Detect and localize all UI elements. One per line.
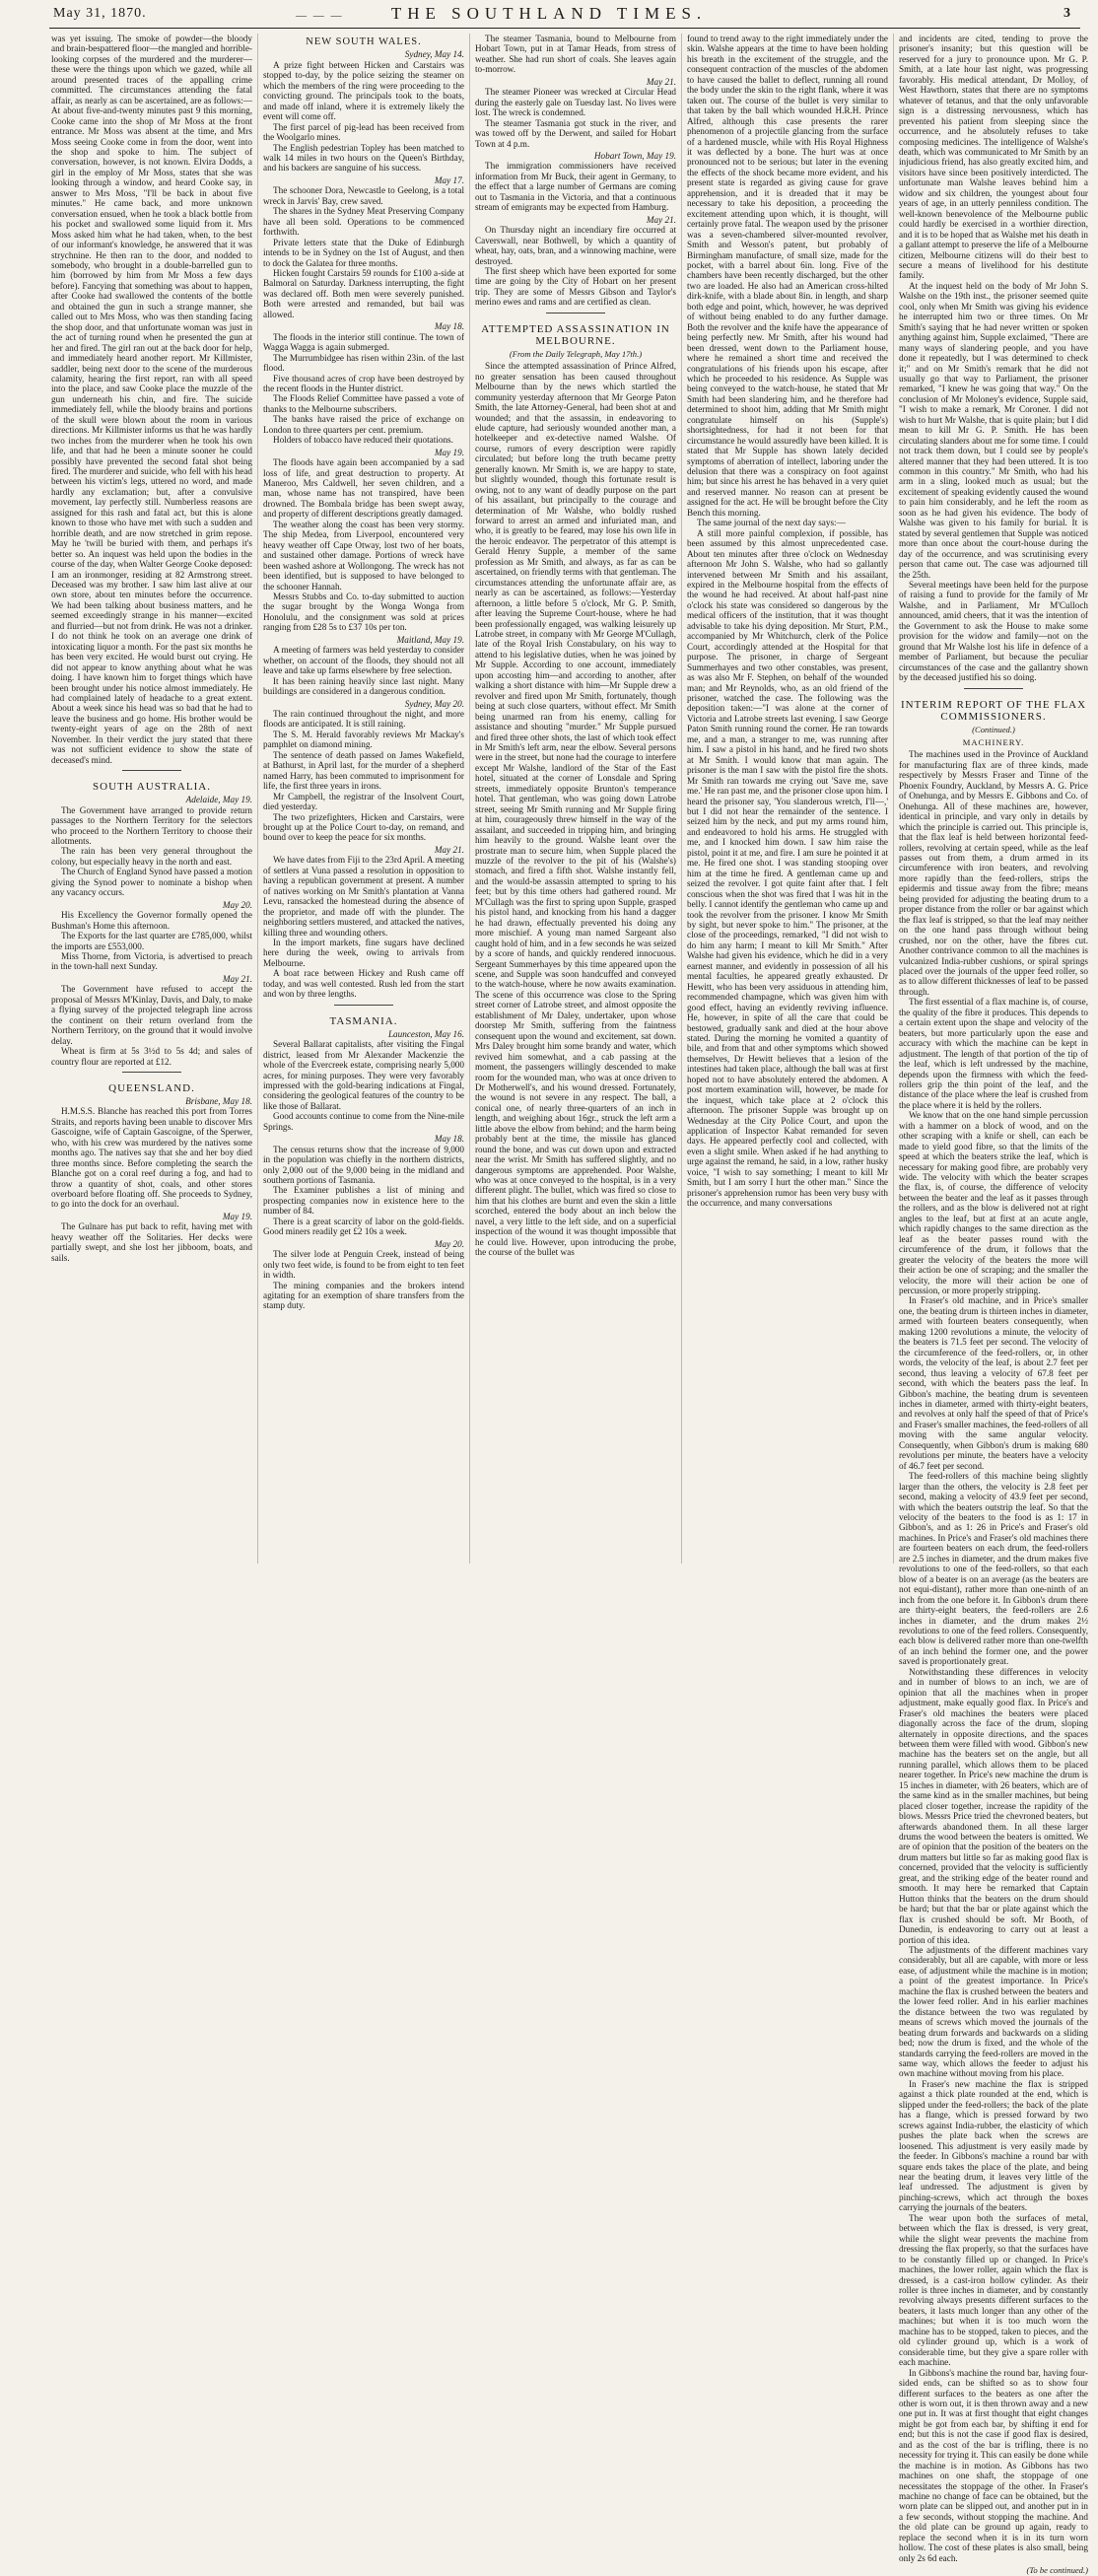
article-paragraph: The floods have again been accompanied by a sad loss of life, and great destruction to property. At Maneroo, Mrs Caldwell, her seven children, and a man, whose name has not transpired, have been drowned. The Bombala bridge has been swept away, and property of different descriptions greatly damaged. — [263, 457, 464, 520]
column-divider — [893, 34, 894, 1564]
dateline: Sydney, May 20. — [404, 698, 464, 709]
article-paragraph: The S. M. Herald favorably reviews Mr Mackay's pamphlet on diamond mining. — [263, 729, 464, 750]
article-paragraph: The English pedestrian Topley has been matched to walk 14 miles in two hours on the Queen's Birthday, and his backers are sanguine of his success. — [263, 142, 464, 174]
article-paragraph: The floods in the interior still continue. The town of Wagga Wagga is again submerged. — [263, 331, 464, 353]
article-paragraph: The Exports for the last quarter are £785,000, whilst the imports are £553,000. — [51, 931, 252, 951]
dateline: May 17. — [434, 174, 464, 185]
article-paragraph: The steamer Tasmania got stuck in the river, and was towed off by the Derwent, and sailed for Hobart Town at 4 p.m. — [475, 117, 676, 149]
article-paragraph: The weather along the coast has been very stormy. The ship Medea, from Liverpool, encountered very heavy weather off Cape Otway, lost two of her boats, and sustained other damage. Portions of wreck have been washed ashore at Wollongong. The wreck has not been identified, but is supposed to have belonged to the schooner Hannah. — [263, 519, 464, 592]
dateline: Hobart Town, May 19. — [593, 150, 676, 161]
article-paragraph: The Government have arranged to provide return passages to the Northern Territory for the selectors who proceed to the Northern Territory to choose their allotments. — [51, 804, 252, 846]
article-paragraph: The Government have refused to accept the proposal of Messrs M'Kinlay, Davis, and Daly, to make a flying survey of the projected telegraph line across the continent on their return overland from the Northern Territory, on the ground that it would involve delay. — [51, 984, 252, 1046]
article-paragraph: The feed-rollers of this machine being slightly larger than the others, the velocity is 2.8 feet per second, making a velocity of 43.9 feet per second, with which the beaters outstrip the leaf. So that the velocity of the beaters to the food is as 1: 17 in Gibbon's, and as 1: 26 in Price's and Fraser's old machines. In Price's and Fraser's old machines there are fourteen beaters on each drum, the feed-rollers are 2.5 inches in diameter, and the drum makes five revolutions to one of the feed-rollers, so that each blow of a beater is on an average (as the beaters are not equi-distant), rather more than one-ninth of an inch from the one before it. In Gibbon's drum there are thirty-eight beaters, the feed-rollers are 2.6 inches in diameter, and the drum makes 2½ revolutions to one of the feed rollers. Consequently, each blow is delivered rather more than one-twelfth of an inch behind the former one, and the power saved is proportionately great. — [899, 1471, 1088, 1667]
article-paragraph: Since the attempted assassination of Prince Alfred, no greater sensation has been caused throughout Melbourne than by the news which startled the community yesterday afternoon that Mr George Paton Smith, the late Attorney-General, had been shot at and wounded; and that the assassin, in endeavoring to elude capture, had seriously wounded another man, a hotelkeeper and ex-detective named Walshe. Of course, rumors of every description were rapidly circulated; but before long the truth became pretty generally known. Mr Smith is, we are happy to state, but slightly wounded, though this fortunate result is owing, not to any want of deadly purpose on the part of his assailant, but principally to the courage and determination of Mr Walshe, who boldly rushed forward to arrest an armed and infuriated man, and who, it is greatly to be feared, may lose his own life in the heroic endeavor. The perpetrator of this attempt is Gerald Henry Supple, a member of the same profession as Mr Smith, and always, as far as can be ascertained, on friendly terms with that gentleman. The circumstances attending the unfortunate affair are, as nearly as can be ascertained, as follows:—Yesterday afternoon, a little before 5 o'clock, Mr G. P. Smith, after leaving the Supreme Court-house, where he had been professionally engaged, was walking leisurely up Latrobe street, in company with Mr George M'Cullagh, late of the Royal Irish Constabulary, on his way to attend to his legislative duties, when he was joined by Mr Supple. According to one account, immediately upon accosting him—and according to another, after walking a short distance with him—Mr Supple drew a revolver and fired upon Mr Smith, fortunately, though being at such close quarters, without effect. Mr Smith being unarmed ran from his enemy, calling for assistance and shouting "murder." Mr Supple pursued and fired three other shots, the last of which took effect in Mr Smith's left arm, near the elbow. Several persons were in the street, but none had the courage to interfere except Mr Walshe, landlord of the Star of the East hotel, situated at the corner of Lonsdale and Spring streets, immediately opposite Brunton's temperance hotel. That gentleman, who was going down Latrobe street, seeing Mr Smith running and Mr Supple firing at him, courageously threw himself in the way of the assailant, and succeeded in tripping him, and bringing him heavily to the ground. Walshe leant over the prostrate man to secure him, when Supple placed the muzzle of the revolver to the pit of his (Walshe's) stomach, and fired a fifth shot. Walshe instantly fell, and the would-be assassin attempted to spring to his feet; but by this time others had gathered round. Mr M'Cullagh was the first to spring upon Supple, grasped his pistol hand, and knocking from his hand a dagger he had drawn, effectually prevented his doing any more mischief. A young man named Sargeant also caught hold of him, and in a few seconds he was seized by a score of hands, and quickly rendered innocuous. Sergeant Summerhayes by this time appeared upon the scene, and Supple was soon handcuffed and conveyed to the watch-house, where he now awaits examination. The scene of this occurrence was close to the Spring street corner of Latrobe street, and almost opposite the establishment of Mr Daley, undertaker, upon whose doorstep Mr Smith, suffering from the faintness consequent upon the wound and excitement, sat down. Mrs Daley brought him some brandy and water, which revived him somewhat, and a cab passing at the moment, the passengers willingly descended to make room for the wounded man, who was at once driven to Dr Motherwell's, and his wound dressed. Fortunately, the wound is not severe in any respect. The ball, a conical one, of nearly three-quarters of an inch in length, and weighing about 16gr., struck the left arm a little above the elbow from behind; and the harm being probably bent at the time, the missile has glanced round the bone, and was cut down upon and extracted near the wrist. Mr Smith has suffered slightly, and no dangerous symptoms are apprehended. Poor Walshe, who was at once conveyed to the hospital, is in a very different plight. The bullet, which was fired so close to him that his clothes are burnt and even the skin a little scorched, entered the body about an inch below the navel, a very little to the left side, and on a superficial inspection of the wound it was thought impossible that he could live. However, upon introducing the probe, the course of the bullet was — [475, 361, 676, 1258]
article-paragraph: The steamer Tasmania, bound to Melbourne from Hobart Town, put in at Tamar Heads, from stress of weather. She had run short of coals. She leaves again to-morrow. — [475, 34, 676, 75]
article-paragraph: Five thousand acres of crop have been destroyed by the recent floods in the Hunter district. — [263, 373, 464, 393]
article-paragraph: Mr Campbell, the registrar of the Insolvent Court, died yesterday. — [263, 791, 464, 812]
article-paragraph: We know that on the one hand simple percussion with a hammer on a block of wood, and on the other scraping with a knife or shell, can each be made to yield good fibre, so that the limits of the speed at which the beaters strike the leaf, which is necessary for making good fibre, are probably very wide. The velocity with which the beater scrapes the flax, is, of course, the difference of velocity between the beater and the leaf as it passes through the rollers, and as the blow is delivered not at right angles to the leaf, but at first at an acute angle, which rapidly changes to the same direction as the leaf as the beater passes round with the circumference of the drum, it follows that the greater the velocity of the beaters the more will their action be one of scraping; and the smaller the velocity, the more will their action be one of percussion, or more properly stripping. — [899, 1110, 1088, 1296]
article-source: (From the Daily Telegraph, May 17th.) — [509, 348, 643, 359]
article-paragraph: In Fraser's old machine, and in Price's smaller one, the beating drum is thirteen inches in diameter, armed with fourteen beaters consequently, when making 1200 revolutions a minute, the velocity of the beaters is 71.5 feet per second. The velocity of the circumference of the feed-rollers, or, in other words, the velocity of the leaf, is about 2.7 feet per second, thus leaving a velocity of 67.8 feet per second, with which the beaters pass the leaf. In Gibbon's machine, the beating drum is seventeen inches in diameter, armed with thirty-eight beaters, and revolves at only half the speed of that of Price's and Fraser's smaller machines, the feed-rollers of all moving with the same angular velocity. Consequently, when Gibbon's drum is making 680 revolutions per minute, the beaters have a velocity of 46.7 feet per second. — [899, 1295, 1088, 1471]
section-divider — [122, 1072, 181, 1073]
dateline: Sydney, May 14. — [404, 49, 464, 60]
dateline: May 19. — [222, 1211, 252, 1221]
subheading-machinery: MACHINERY. — [962, 737, 1025, 747]
article-paragraph: The rain has been very general throughout the colony, but especially heavy in the north and east. — [51, 846, 252, 867]
article-paragraph: His Excellency the Governor formally opened the Bushman's Home this afternoon. — [51, 910, 252, 931]
article-paragraph: A prize fight between Hicken and Carstairs was stopped to-day, by the police seizing the steamer on which the members of the ring were proceeding to the convicting ground. The principals took to the boats, and made off inland, where it is extremely likely the event will come off. — [263, 59, 464, 122]
dateline: May 19. — [434, 447, 464, 457]
dateline: Maitland, May 19. — [396, 634, 464, 645]
section-divider — [122, 770, 181, 771]
section-divider — [964, 688, 1023, 689]
article-paragraph: The first parcel of pig-lead has been received from the Woolgarlo mines. — [263, 121, 464, 143]
dateline: May 21. — [434, 844, 464, 855]
column-divider — [257, 34, 258, 1564]
to-be-continued-note: (To be continued.) — [1026, 2565, 1088, 2576]
masthead-rule — [49, 28, 1080, 29]
article-paragraph: The silver lode at Penguin Creek, instead of being only two feet wide, is found to be from eight to ten feet in width. — [263, 1249, 464, 1281]
article-paragraph: The shares in the Sydney Meat Preserving Company have all been sold. Operations to be commenced forthwith. — [263, 206, 464, 238]
dateline: May 21. — [646, 214, 676, 225]
section-heading-new-south-wales: NEW SOUTH WALES. — [306, 36, 422, 47]
article-paragraph: Wheat is firm at 5s 3½d to 5s 4d; and sales of country flour are reported at £12. — [51, 1046, 252, 1067]
masthead — [0, 0, 1098, 28]
article-paragraph: H.M.S.S. Blanche has reached this port from Torres Straits, and reports having been unable to discover Mrs Gascoigne, wife of Captain Gascoigne, of the Sperwer, who, with his crew was murdered by the natives some months ago. The natives say that she and her boy died three months since. Before completing the search the Blanche got on a coral reef during a fog, and had to throw a quantity of shot, coals, and other stores overboard before floating off. She proceeds to Sydney, to go into the dock for an overhaul. — [51, 1106, 252, 1210]
section-heading-queensland: QUEENSLAND. — [108, 1081, 195, 1094]
masthead-ornament: — — — — [296, 10, 344, 22]
article-paragraph: In Gibbons's machine the round bar, having four-sided ends, can be shifted so as to show four different surfaces to the beaters as one after the other is worn out, it is then thrown away and a new one put in. It was at first thought that eight changes might be got from each bar, by shifting it end for end; but this is not the case if good flax is desired, and as the cost of the bar is trifling, there is no necessity for trying it. This can easily be done while the machine is in motion. As Gibbons has two machines on one shaft, the stoppage of one necessitates the stoppage of the other. In Fraser's machine no change of face can be obtained, but the worn plate can be slipped out, and another put in in a few seconds, without stopping the machine. And the old plate can be ground up again, ready to replace the second when it is in its turn worn hollow. The cost of these plates is also small, being only 2s 6d each. — [899, 2367, 1088, 2563]
article-paragraph: The wear upon both the surfaces of metal, between which the flax is dressed, is very great, while the slight wear prevents the machine from dressing the flax properly, so that the surfaces have to be constantly filled up or changed. In Price's machines, the lower roller, again which the flax is dressed, is a cast-iron hollow cylinder. As their roller is three inches in diameter, and by constantly revolving always presents different surfaces to the beaters, it lasts much longer than any other of the machines; but when it is too much worn the machine has to be stopped, taken to pieces, and the old cylinder ground up, which is a work of considerable time, but they give a spare roller with each machine. — [899, 2212, 1088, 2368]
article-paragraph: The first sheep which have been exported for some time are going by the City of Hobart on her present trip. They are some of Messrs Gibson and Taylor's merino ewes and rams and are certified as clean. — [475, 265, 676, 308]
section-divider — [334, 1005, 393, 1006]
article-paragraph: The steamer Pioneer was wrecked at Circular Head during the easterly gale on Tuesday last. No lives were lost. The wreck is condemned. — [475, 87, 676, 118]
issue-date: May 31, 1870. — [53, 6, 147, 21]
article-paragraph: Hicken fought Carstairs 59 rounds for £100 a-side at Balmoral on Saturday. Darkness interrupting, the fight was declared off. Both men were severely punished. Both were arrested and remanded, but bail was allowed. — [263, 267, 464, 319]
column-1 — [51, 34, 252, 1562]
article-paragraph: The immigration commissioners have received information from Mr Buck, their agent in Germany, to the effect that a large number of Germans are coming out to Tasmania in the Victoria, and that a continuous stream of emigrants may be expected from Hamburg. — [475, 161, 676, 213]
article-paragraph: A still more painful complexion, if possible, has been assumed by this almost unprecedented case. About ten minutes after three o'clock on Wednesday afternoon Mr John S. Walshe, who had so gallantly intervened between Mr Smith and his assailant, expired in the Melbourne hospital from the effects of the wound he had received. At about half-past nine o'clock his state was considered so dangerous by the medical officers of the institution, that it was thought advisable to take his dying deposition. Mr Sturt, P.M., accompanied by Mr Whitchurch, clerk of the Police Court, accordingly attended at the Hospital for that purpose. The prisoner, in charge of Sergeant Summerhayes and two other constables, was present, as was also Mr F. Stephen, on behalf of the wounded man; and Mr Reynolds, who, as an old friend of the prisoner, watched the case. The following was the deposition taken:—"I was alone at the corner of Victoria and Latrobe streets last evening. I saw George Paton Smith running round the corner. He ran towards me, and a man, a stranger to me, was running after him. I saw a pistol in his hand, and he fired two shots at Mr Smith. I would know that man again. The prisoner is the man I saw with the pistol fire the shots. Mr Smith ran towards me crying out 'Save me, save me.' He ran past me, and the prisoner close upon him. I heard the prisoner say, 'You slanderous wretch, I'll—,' but I did not hear the remainder of the sentence. I seized him by the neck, and put my arms round him, and endeavored to hold his arms. He struggled with me, and I knocked him down. I saw him raise the pistol, point it at me, and fire. I am sure he pointed it at me. He fired one shot. I was standing stooping over him at the time he fired. A gentleman came up and seized the revolver. I got quite faint after that. I felt conscious when the shot was fired that I was hit in the belly. I cannot identify the gentleman who came up and took the revolver from the prisoner. I know Mr Smith by sight, but never spoke to him." The prisoner, at the close of the proceedings, remarked, "I did not wish to do him any harm; I meant to kill Mr Smith." After Walshe had given his evidence, which he did in a very earnest manner, and evidently in possession of all his mental faculties, he appeared greatly exhausted. Dr Hewitt, who has been very assiduous in attending him, recommended champagne, which was given him with good effect, having an evidently reviving influence. He, however, in spite of all the care that could be bestowed, gradually sank and died at the hour above stated. During the morning he vomited a quantity of bile, and from that and other symptoms which showed themselves, Dr Hewitt believes that a lesion of the intestines had taken place, although the ball was at first hoped not to have absolutely entered the abdomen. A post mortem examination will, however, be made for the inquest, which take place at 2 o'clock this afternoon. The prisoner Supple was brought up on Wednesday at the City Police Court, and upon the application of Inspector Kabat remanded for seven days. He appeared perfectly cool and collected, with even a slight smile. When asked if he had anything to urge against the remand, he said, in a low, rather husky voice, "I wish to say something; I meant to kill Mr Smith, but I am sorry I hurt the other man." Since the prisoner's apprehension rumor has been very busy with the occurrence, and many conversations — [687, 527, 889, 1209]
section-heading-south-australia: SOUTH AUSTRALIA. — [93, 781, 211, 794]
article-paragraph: Several Ballarat capitalists, after visiting the Fingal district, leased from Mr Alexander Mackenzie the whole of the Evercreek estate, comprising nearly 5,000 acres, for mining purposes. They were very favorably impressed with the gold-bearing indications at Fingal, considering the geological features of the country to be like those of Ballarat. — [263, 1039, 464, 1111]
dateline: Adelaide, May 19. — [185, 795, 252, 805]
column-5 — [899, 34, 1088, 2576]
newspaper-title: THE SOUTHLAND TIMES. — [390, 4, 708, 23]
article-paragraph: The adjustments of the different machines vary considerably, but all are capable, with more or less ease, of adjustment while the machine is in motion; a point of the greatest importance. In Price's machine the flax is crushed between the beaters and the lower feed roller. And in his earlier machines the distance between the two was regulated by means of screws which moved the journals of the beating drum forwards and backwards on a sliding bed; now the drum is fixed, and the whole of the standards carrying the feed-rollers are moved in the same way, which allows the feeder to adjust his own machine without moving from his place. — [899, 1945, 1088, 2079]
column-divider — [681, 34, 682, 1564]
article-paragraph: Notwithstanding these differences in velocity and in number of blows to an inch, we are of opinion that all the machines when in proper adjustment, make equally good flax. In Price's and Fraser's old machines the beaters were placed diagonally across the face of the drum, sloping alternately in opposite directions, and the spaces between them were filled with wood. Gibbon's new machine has the beaters set on the angle, but all running parallel, which allows them to be placed nearer together. In Price's new machine the drum is 15 inches in diameter, with 26 beaters, which are of the same kind as in the smaller machines, but being placed closer together, increase the rapidity of the blows. Messrs Price tried the chevroned beaters, but afterwards abandoned them. In all these larger drums the wood between the beaters is omitted. We are of opinion that the position of the beaters on the drum matters but little so far as making good flax is concerned, provided that the velocity is sufficiently great, and the striking edge of the beater round and smooth. It may here be remarked that Captain Hutton thinks that the beaters on the drum should be hard; but that the bar or plate against which the flax is crushed should be soft. Mr Booth, of Dunedin, is endeavoring to carry out at least a portion of this idea. — [899, 1666, 1088, 1945]
article-paragraph: The Church of England Synod have passed a motion giving the Synod power to nominate a bishop when any vacancy occurs. — [51, 867, 252, 898]
dateline: Brisbane, May 18. — [185, 1095, 252, 1106]
dateline: Launceston, May 16. — [387, 1028, 464, 1039]
article-paragraph: The Examiner publishes a list of mining and prospecting companies now in existence here to the number of 84. — [263, 1185, 464, 1217]
article-paragraph: On Thursday night an incendiary fire occurred at Caverswall, near Bothwell, by which a quantity of wheat, hay, oats, bran, and a winnowing machine, were destroyed. — [475, 225, 676, 266]
article-paragraph: The first essential of a flax machine is, of course, the quality of the fibre it produces. This depends to a certain extent upon the shape and velocity of the beaters, but more particularly upon the ease and accuracy with which the machine can be kept in adjustment. The length of that portion of the tip of the leaf, which is left undressed by the machine, depends upon the firmness with which the feed-rollers grip the thin point of the leaf, and the distance of the place where the leaf is crushed from the place where it is held by the rollers. — [899, 997, 1088, 1110]
article-paragraph: The census returns show that the increase of 9,000 in the population was chiefly in the northern districts, only 2,000 out of the 9,000 being in the midland and southern portions of Tasmania. — [263, 1144, 464, 1186]
article-paragraph: Messrs Stubbs and Co. to-day submitted to auction the sugar brought by the Wonga Wonga from Honolulu, and the consignment was sold at prices ranging from £28 5s to £37 10s per ton. — [263, 592, 464, 633]
article-paragraph: found to trend away to the right immediately under the skin. Walshe appears at the time to have been holding his breath in the excitement of the struggle, and the consequent contraction of the muscles of the abdomen to have caused the ballet to deflect, running all round the body under the skin to the right flank, where it was taken out. The course of the bullet is very similar to that taken by the ball which wounded H.R.H. Prince Alfred, although this case presents the rarer phenomenon of a projectile glancing from the surface of a hardened muscle, while with His Royal Highness it was deflected by a bone. The hurt was at once pronounced not to be serious; but later in the evening the effects of the shock became more evident, and his present state is regarded as giving cause for grave apprehension, and it is dreaded that it may be necessary to take his deposition, a proceeding the excitement attending upon which, it is thought, will certainly prove fatal. The weapon used by the prisoner was a seven-chambered silver-mounted revolver, Smith and Wesson's patent, but probably of Birmingham manufacture, of small size, made for the pocket, with a barrel about 6in. long. Five of the chambers have been recently discharged, but the other two are loaded. He also had an American cross-hilted dirk-knife, with a blade about 8in. in length, and sharp both edge and point, which, however, he was deprived of without being enabled to do any further damage. Both the revolver and the knife have the appearance of being perfectly new. Mr Smith, after his wound had been dressed, went down to the Parliament house, where he remained a short time and received the congratulations of his friends upon his escape, after which he proceeded to his residence. As Supple was being conveyed to the watch-house, he stated that Mr Smith had been slandering him, and he therefore had determined to shoot him, adding that Mr Smith might congratulate himself on his (Supple's) shortsightedness, for had it not been for that circumstance he would assuredly have been killed. It is stated that Mr Supple has shown lately decided symptoms of aberration of intellect, laboring under the delusion that there was a conspiracy on foot against him; but since his arrest he has behaved in a very quiet and reserved manner. No reason can at present be assigned for the act. He will be brought before the City Bench this morning. — [687, 34, 888, 518]
article-paragraph: We have dates from Fiji to the 23rd April. A meeting of settlers at Vuna passed a resolution in opposition to having a republican government at present. A number of natives working on Mr Smith's plantation at Vanna Levu, ransacked the homestead during the absence of the proprietor, and made off with the plunder. The neighboring settlers mustered, and attacked the natives, killing three and wounding others. — [263, 855, 464, 938]
dateline: May 18. — [434, 321, 464, 332]
article-paragraph: The sentence of death passed on James Wakefield, at Bathurst, in April last, for the murder of a shepherd named Harry, has been commuted to imprisonment for life, the first three years in irons. — [263, 749, 464, 792]
article-paragraph: There is a great scarcity of labor on the gold-fields. Good miners readily get £2 10s a week. — [263, 1216, 464, 1237]
article-paragraph: The Floods Relief Committee have passed a vote of thanks to the Melbourne subscribers. — [263, 393, 464, 414]
article-paragraph: Private letters state that the Duke of Edinburgh intends to be in Sydney on the 1st of August, and then to dock the Galatea for three months. — [263, 237, 464, 268]
article-paragraph: At the inquest held on the body of Mr John S. Walshe on the 19th inst., the prisoner seemed quite cool, only when Mr Smith was giving his evidence he interrupted him two or three times. On Mr Smith's saying that he had never written or spoken anything against him, Supple exclaimed, "There are many ways of slandering people, and you have done it repeatedly, but I was determined to check it;" and on Mr Smith's remark that he did not usually go that way to Parliament, the prisoner remarked, "I knew he was going that way." On the conclusion of Mr Moloney's evidence, Supple said, "I wish to make a remark, Mr Coroner. I did not wish to hurt Mr Walshe, that is quite plain; but I did mean to kill Mr G. P. Smith. He has been circulating slanders about me for some time. I could not track them down, but I could see by people's altered manner that they had been uttered. It is too common in this country." Mr Smith, who had his arm in a sling, looked much as usual; but the excitement of speaking evidently caused the wound to pain him considerably, and he left the room as soon as he had given his evidence. The body of Walshe was given to his family for burial. It is stated by several gentlemen that Supple was noticed more than once about the court-house during the day of the occurrence, and was scrutinising every person that came out. The case was adjourned till the 25th. — [899, 280, 1088, 580]
article-paragraph: and incidents are cited, tending to prove the prisoner's insanity; but this question will be reserved for a jury to pronounce upon. Mr G. P. Smith, at a late hour last night, was progressing favorably. His medical attendant, Dr Molloy, of West Hawthorn, states that there are no symptoms whatever of tetanus, and that the only unfavorable sign is a distressing nervousness, which has prevented his patient from sleeping since the occurrence, and he absolutely refuses to take composing medicines. The intelligence of Walshe's death, which was communicated to Mr Smith by an injudicious friend, has also greatly excited him, and visitors have since been positively interdicted. The unfortunate man Walshe leaves behind him a widow and six children, the youngest about four years of age, in an utterly penniless condition. The well-known benevolence of the Melbourne public could hardly be exercised in a worthier direction, and it is to be hoped that as Walshe met his death in a gallant attempt to preserve the life of a Melbourne citizen, Melbourne citizens will do their best to secure a means of livelihood for his destitute family. — [899, 34, 1088, 281]
column-divider — [469, 34, 470, 1564]
article-paragraph: It has been raining heavily since last night. Many buildings are considered in a dangerous condition. — [263, 675, 464, 697]
article-paragraph: The Gulnare has put back to refit, having met with heavy weather off the Solitaries. Her decks were partially swept, and she lost her jibboom, boats, and sails. — [51, 1221, 252, 1263]
dateline: May 18. — [434, 1134, 464, 1145]
section-heading-attempted-assassination: ATTEMPTED ASSASSINATION IN MELBOURNE. — [481, 322, 670, 347]
dateline: May 21. — [646, 76, 676, 87]
section-heading-tasmania: TASMANIA. — [329, 1014, 398, 1027]
article-paragraph: Holders of tobacco have reduced their quotations. — [273, 435, 453, 446]
article-paragraph: A meeting of farmers was held yesterday to consider whether, on account of the floods, they should not all leave and take up farms elsewhere by free selection. — [263, 645, 464, 676]
article-paragraph: The two prizefighters, Hicken and Carstairs, were brought up at the Police Court to-day, on remand, and bound over to keep the peace for six months. — [263, 811, 464, 843]
column-4 — [687, 34, 888, 1562]
dateline: May 21. — [222, 973, 252, 984]
column-3 — [475, 34, 676, 1562]
article-paragraph: The same journal of the next day says:— — [697, 518, 846, 528]
article-paragraph: A boat race between Hickey and Rush came off today, and was well contested. Rush led from the start and won by three lengths. — [263, 968, 464, 1000]
article-paragraph: The mining companies and the brokers intend agitating for an exemption of share transfers from the stamp duty. — [263, 1280, 464, 1311]
article-paragraph: The Murrumbidgee has risen within 23in. of the last flood. — [263, 352, 464, 374]
article-paragraph: In Fraser's new machine the flax is stripped against a thick plate rounded at the end, which is slipped under the feed-rollers; the back of the plate has a flange, which is pressed forward by two screws against India-rubber, the elasticity of which pushes the plate back when the screws are loosened. This adjustment is very easily made by the feeder. In Gibbons's machine a round bar with square ends takes the place of the plate, and being near the beating drum, it leaves very little of the leaf undressed. The adjustment is given by pinching-screws, which act through the boxes carrying the journals of the beaters. — [899, 2078, 1088, 2213]
article-paragraph: In the import markets, fine sugars have declined here during the week, owing to arrivals from Melbourne. — [263, 937, 464, 968]
article-paragraph: The rain continued throughout the night, and more floods are anticipated. It is still raining. — [263, 709, 464, 730]
dateline: May 20. — [434, 1238, 464, 1249]
article-paragraph: Several meetings have been held for the purpose of raising a fund to provide for the family of Mr Walshe, and in Parliament, Mr M'Culloch announced, amid cheers, that it was the intention of the Government to ask the House to make some provision for the widow and family—not on the ground that Mr Walshe lost his life in defence of a member of Parliament, but because the peculiar circumstances of the case and the gallantry shown by the deceased justified his so doing. — [899, 580, 1088, 683]
section-heading-flax-commissioners: INTERIM REPORT OF THE FLAX COMMISSIONERS. — [900, 698, 1087, 723]
dateline: May 20. — [222, 899, 252, 910]
column-2 — [263, 34, 464, 1562]
article-paragraph: The schooner Dora, Newcastle to Geelong, is a total wreck in Jarvis' Bay, crew saved. — [263, 185, 464, 206]
page-number: 3 — [1064, 6, 1070, 21]
article-paragraph: Good accounts continue to come from the Nine-mile Springs. — [263, 1111, 464, 1132]
continued-note: (Continued.) — [972, 724, 1015, 734]
article-paragraph: The banks have raised the price of exchange on London to three quarters per cent. premium. — [263, 414, 464, 435]
article-paragraph: Miss Thorne, from Victoria, is advertised to preach in the town-hall next Sunday. — [51, 950, 252, 972]
article-paragraph: The machines used in the Province of Auckland for manufacturing flax are of three kinds, made respectively by Messrs Fraser and Tinne of the Phoenix Foundry, Auckland, by Messrs A. G. Price of Onehunga, and by Messrs E. Gibbons and Co. of Onehunga. All of these machines are, however, identical in principle, and vary only in details by which the principle is carried out. This principle is, that the flax leaf is held between horizontal feed-rollers, revolving at certain speed, while as the leaf passes out from them, a drum armed in its circumference with iron beaters, and revolving more rapidly than the feed-rollers, strips the epidermis and tissue away from the fibre; means being provided for adjusting the beating drum to a proper distance from the roller or bar against which the flax leaf is stripped, so that the leaf may neither on the one hand pass through without being crushed, nor on the other, have the fibres cut. Another contrivance common to all the machines is vulcanized India-rubber cushions, or spiral springs placed over the journals of the upper feed roller, so as to allow different thicknesses of leaf to be passed through. — [899, 749, 1088, 997]
article-paragraph: was yet issuing. The smoke of powder—the bloody and brain-bespattered floor—the mangled and horrible-looking corpses of the murdered and the murderer—these were the things upon which we gazed, while all around presented traces of the appalling crime committed. The circumstances attending the fatal affair, as nearly as can be ascertained, are as follows:—At about five-and-twenty minutes past 9 this morning, Cooke came into the shop of Mr Moss at the front entrance. Mr Moss was absent at the time, and Mrs Moss seeing Cooke come in from the door, went into the shop and spoke to him. The subject of conversation, however, is not known. Elvira Dodds, a girl in the employ of Mr Moss, states that she was looking through a window, and heard Cooke say, in answer to Mrs Moss, "I'll be back in about five minutes." He came back, and more unknown conversation ensued, when he took a black bottle from his pocket and swallowed some liquid from it. Mrs Moss asked him what he had taken, when, to the best of our informant's knowledge, he answered that it was strychnine. He then ran to the door, and nodded to somebody, who brought in a double-barrelled gun to him (borrowed by him from Mr Moss a few days before). Fancying that something was about to happen, after Cooke had swallowed the contents of the bottle and obtained the gun in such a strange manner, she called out to Mrs Moss, who was then standing facing the shop door, and that unfortunate woman was just in the act of turning round when he presented the gun at her and fired. The girl ran out at the back door for help, and immediately heard another report. Mr Killmister, saddler, being next door to the scene of the murderous calamity, hearing the first report, ran with all speed into the place, and saw Cooke place the muzzle of the gun underneath his chin, and fire. The suicide immediately fell, while the bloody brains and portions of the skull were blown about the room in various directions. Mr Killmister informs us that he was hardly two inches from the murderer when he took his own life, and that had he been a minute sooner he could possibly have prevented the second fatal shot being fired. The murderer and suicide, who fell with his head between his victim's legs, uttered no word, and made hardly any exclamation; but, after a convulsive movement, lay perfectly still. Numberless reasons are assigned for this rash and fatal act, but this is alone known to those who have met with such a sudden and horrible death, and are now stretched in grim repose. May he 'twill be buried with them, and perhaps it's better so. An inquest was held upon the bodies in the course of the day, when Walter George Cooke deposed: I am an ironmonger, residing at 82 Armstrong street. Deceased was my brother. I saw him last alive at our own store, about ten minutes before the occurrence. We had been talking about business matters, and he seemed exceedingly strange in his manner—excited and flurried—but not from drink. He was not a drinker. I do not think he took on an average one drink of intoxicating liquor a month. For the past six months he has been very excited. He would burst out crying. He did not appear to know anything about what he was doing. I have known him to forget things which have been brought under his notice almost immediately. He had complained lately of headache to a great extent. About a week since his head was so bad that he had to leave the business and go home. His brother would be twenty-eight years of age on the 28th of next November. In their verdict the jury stated that there was not sufficient evidence to show the state of deceased's mind. — [51, 34, 252, 765]
